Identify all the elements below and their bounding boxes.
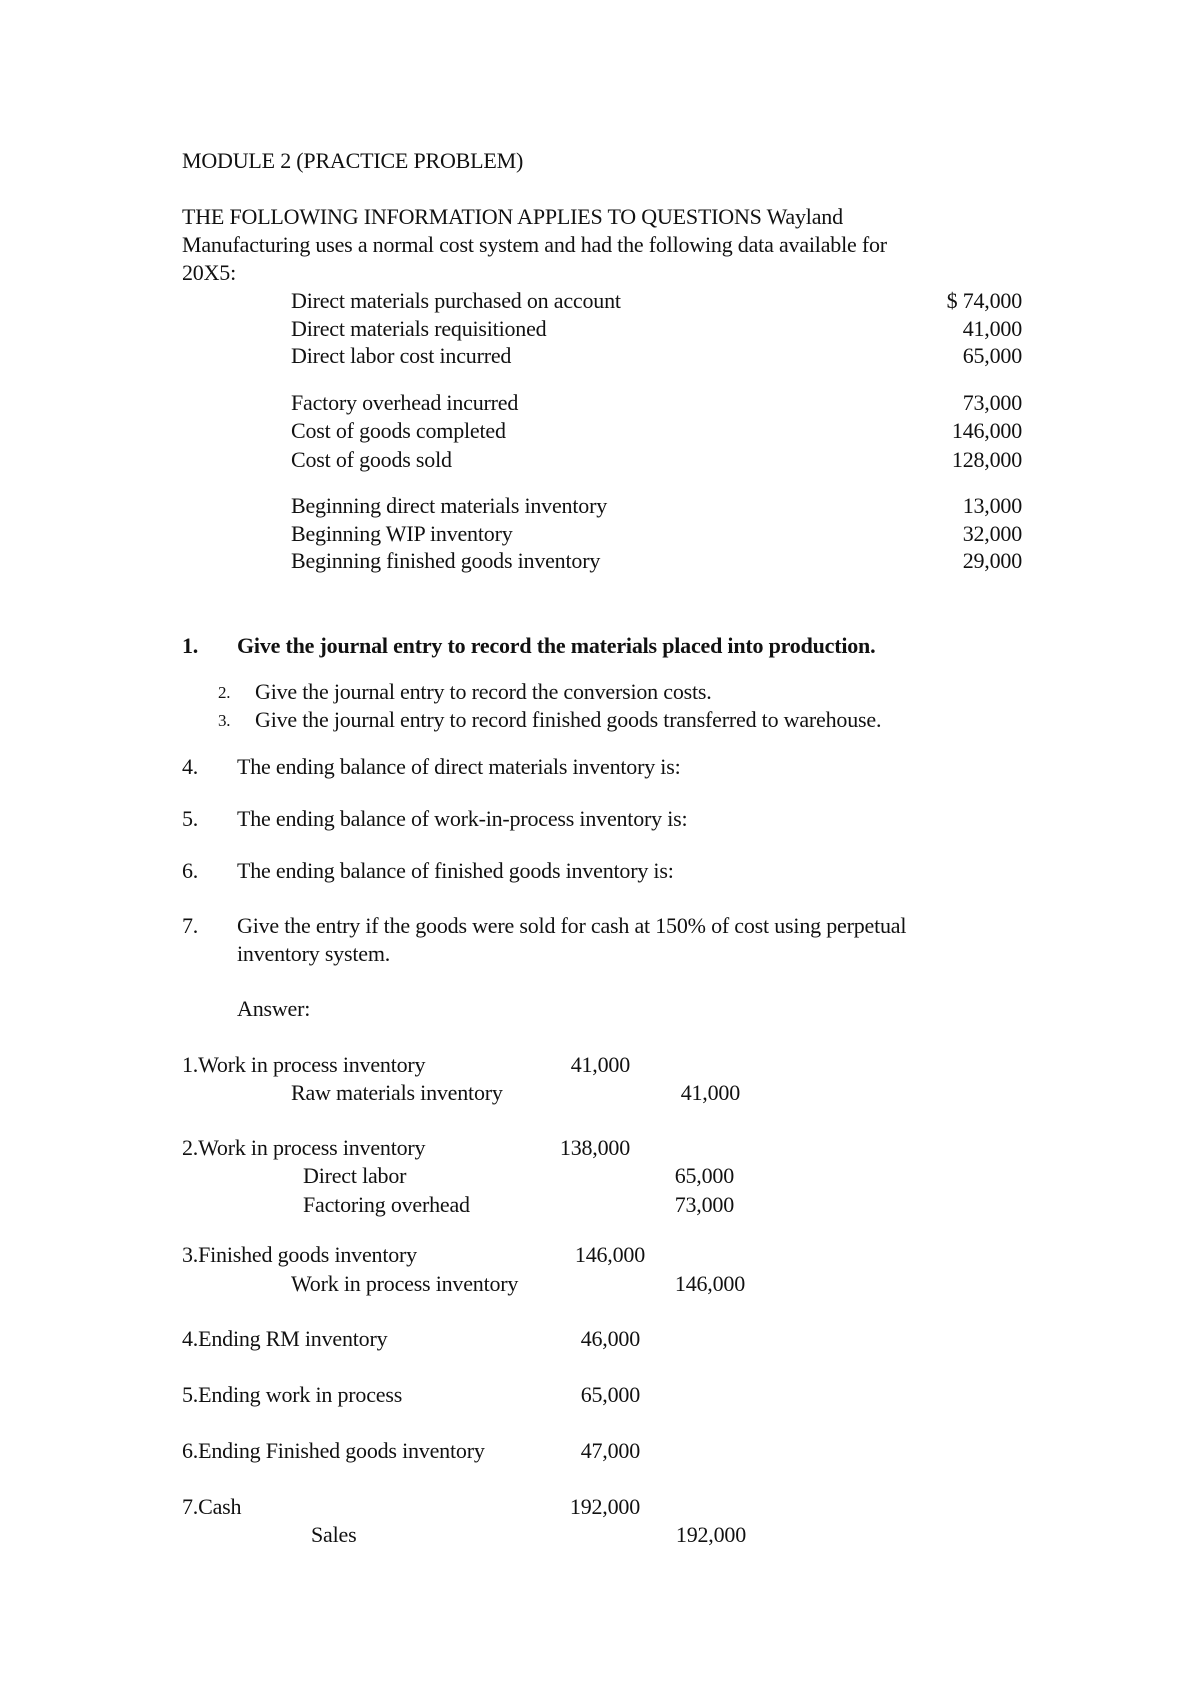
- data-item-value: 29,000: [962, 548, 1022, 573]
- answer-1-credit-label: Raw materials inventory: [291, 1080, 503, 1105]
- answer-1-debit-label: 1.Work in process inventory: [182, 1052, 426, 1077]
- data-item-label: Factory overhead incurred: [291, 390, 519, 415]
- data-item-value: 73,000: [962, 390, 1022, 415]
- data-item-value: 146,000: [951, 418, 1022, 443]
- answer-2-debit-label: 2.Work in process inventory: [182, 1135, 426, 1160]
- data-item-label: Beginning WIP inventory: [291, 521, 513, 546]
- question-text-continued: inventory system.: [237, 941, 391, 966]
- answer-2-credit-label: Direct labor: [303, 1163, 407, 1188]
- question-number: 3.: [218, 711, 231, 730]
- data-item-value: 41,000: [962, 316, 1022, 341]
- answer-7-credit-label: Sales: [311, 1522, 357, 1547]
- answer-7-debit-amount: 192,000: [569, 1494, 640, 1519]
- data-item-value: 65,000: [962, 343, 1022, 368]
- answer-6-amount: 47,000: [580, 1438, 640, 1463]
- data-item-label: Cost of goods sold: [291, 447, 452, 472]
- data-item-value: 128,000: [951, 447, 1022, 472]
- data-item-value: $ 74,000: [946, 288, 1022, 313]
- data-item-label: Direct labor cost incurred: [291, 343, 512, 368]
- answer-3-credit-label: Work in process inventory: [291, 1271, 519, 1296]
- answer-2-credit-amount: 73,000: [674, 1192, 734, 1217]
- question-number: 2.: [218, 683, 231, 702]
- question-number: 5.: [182, 806, 199, 831]
- question-number: 6.: [182, 858, 199, 883]
- answer-5-label: 5.Ending work in process: [182, 1382, 403, 1407]
- answer-1-debit-amount: 41,000: [570, 1052, 630, 1077]
- page-title: MODULE 2 (PRACTICE PROBLEM): [182, 148, 524, 173]
- question-number: 1.: [182, 633, 199, 658]
- answer-heading: Answer:: [237, 996, 311, 1021]
- data-item-label: Beginning direct materials inventory: [291, 493, 607, 518]
- question-number: 7.: [182, 913, 199, 938]
- intro-line-3: 20X5:: [182, 260, 237, 285]
- answer-3-credit-amount: 146,000: [674, 1271, 745, 1296]
- question-text: Give the journal entry to record finished goods transferred to warehouse.: [255, 707, 882, 732]
- answer-7-debit-label: 7.Cash: [182, 1494, 242, 1519]
- answer-2-credit-label: Factoring overhead: [303, 1192, 470, 1217]
- question-text: The ending balance of direct materials inventory is:: [237, 754, 681, 779]
- answer-3-debit-label: 3.Finished goods inventory: [182, 1242, 417, 1267]
- data-item-label: Beginning finished goods inventory: [291, 548, 601, 573]
- data-item-value: 32,000: [962, 521, 1022, 546]
- data-item-label: Direct materials requisitioned: [291, 316, 547, 341]
- answer-3-debit-amount: 146,000: [574, 1242, 645, 1267]
- data-item-value: 13,000: [962, 493, 1022, 518]
- answer-6-label: 6.Ending Finished goods inventory: [182, 1438, 485, 1463]
- answer-4-amount: 46,000: [580, 1326, 640, 1351]
- question-number: 4.: [182, 754, 199, 779]
- answer-7-credit-amount: 192,000: [675, 1522, 746, 1547]
- question-text: Give the journal entry to record the materials placed into production.: [237, 633, 876, 658]
- data-item-label: Cost of goods completed: [291, 418, 506, 443]
- question-text: Give the entry if the goods were sold for cash at 150% of cost using perpetual: [237, 913, 907, 938]
- question-text: Give the journal entry to record the conversion costs.: [255, 679, 712, 704]
- question-text: The ending balance of work-in-process inventory is:: [237, 806, 688, 831]
- data-item-label: Direct materials purchased on account: [291, 288, 621, 313]
- question-text: The ending balance of finished goods inventory is:: [237, 858, 674, 883]
- intro-line-1: THE FOLLOWING INFORMATION APPLIES TO QUESTIONS Wayland: [182, 204, 843, 229]
- answer-4-label: 4.Ending RM inventory: [182, 1326, 388, 1351]
- intro-line-2: Manufacturing uses a normal cost system and had the following data available for: [182, 232, 887, 257]
- answer-2-credit-amount: 65,000: [674, 1163, 734, 1188]
- answer-5-amount: 65,000: [580, 1382, 640, 1407]
- answer-2-debit-amount: 138,000: [559, 1135, 630, 1160]
- answer-1-credit-amount: 41,000: [680, 1080, 740, 1105]
